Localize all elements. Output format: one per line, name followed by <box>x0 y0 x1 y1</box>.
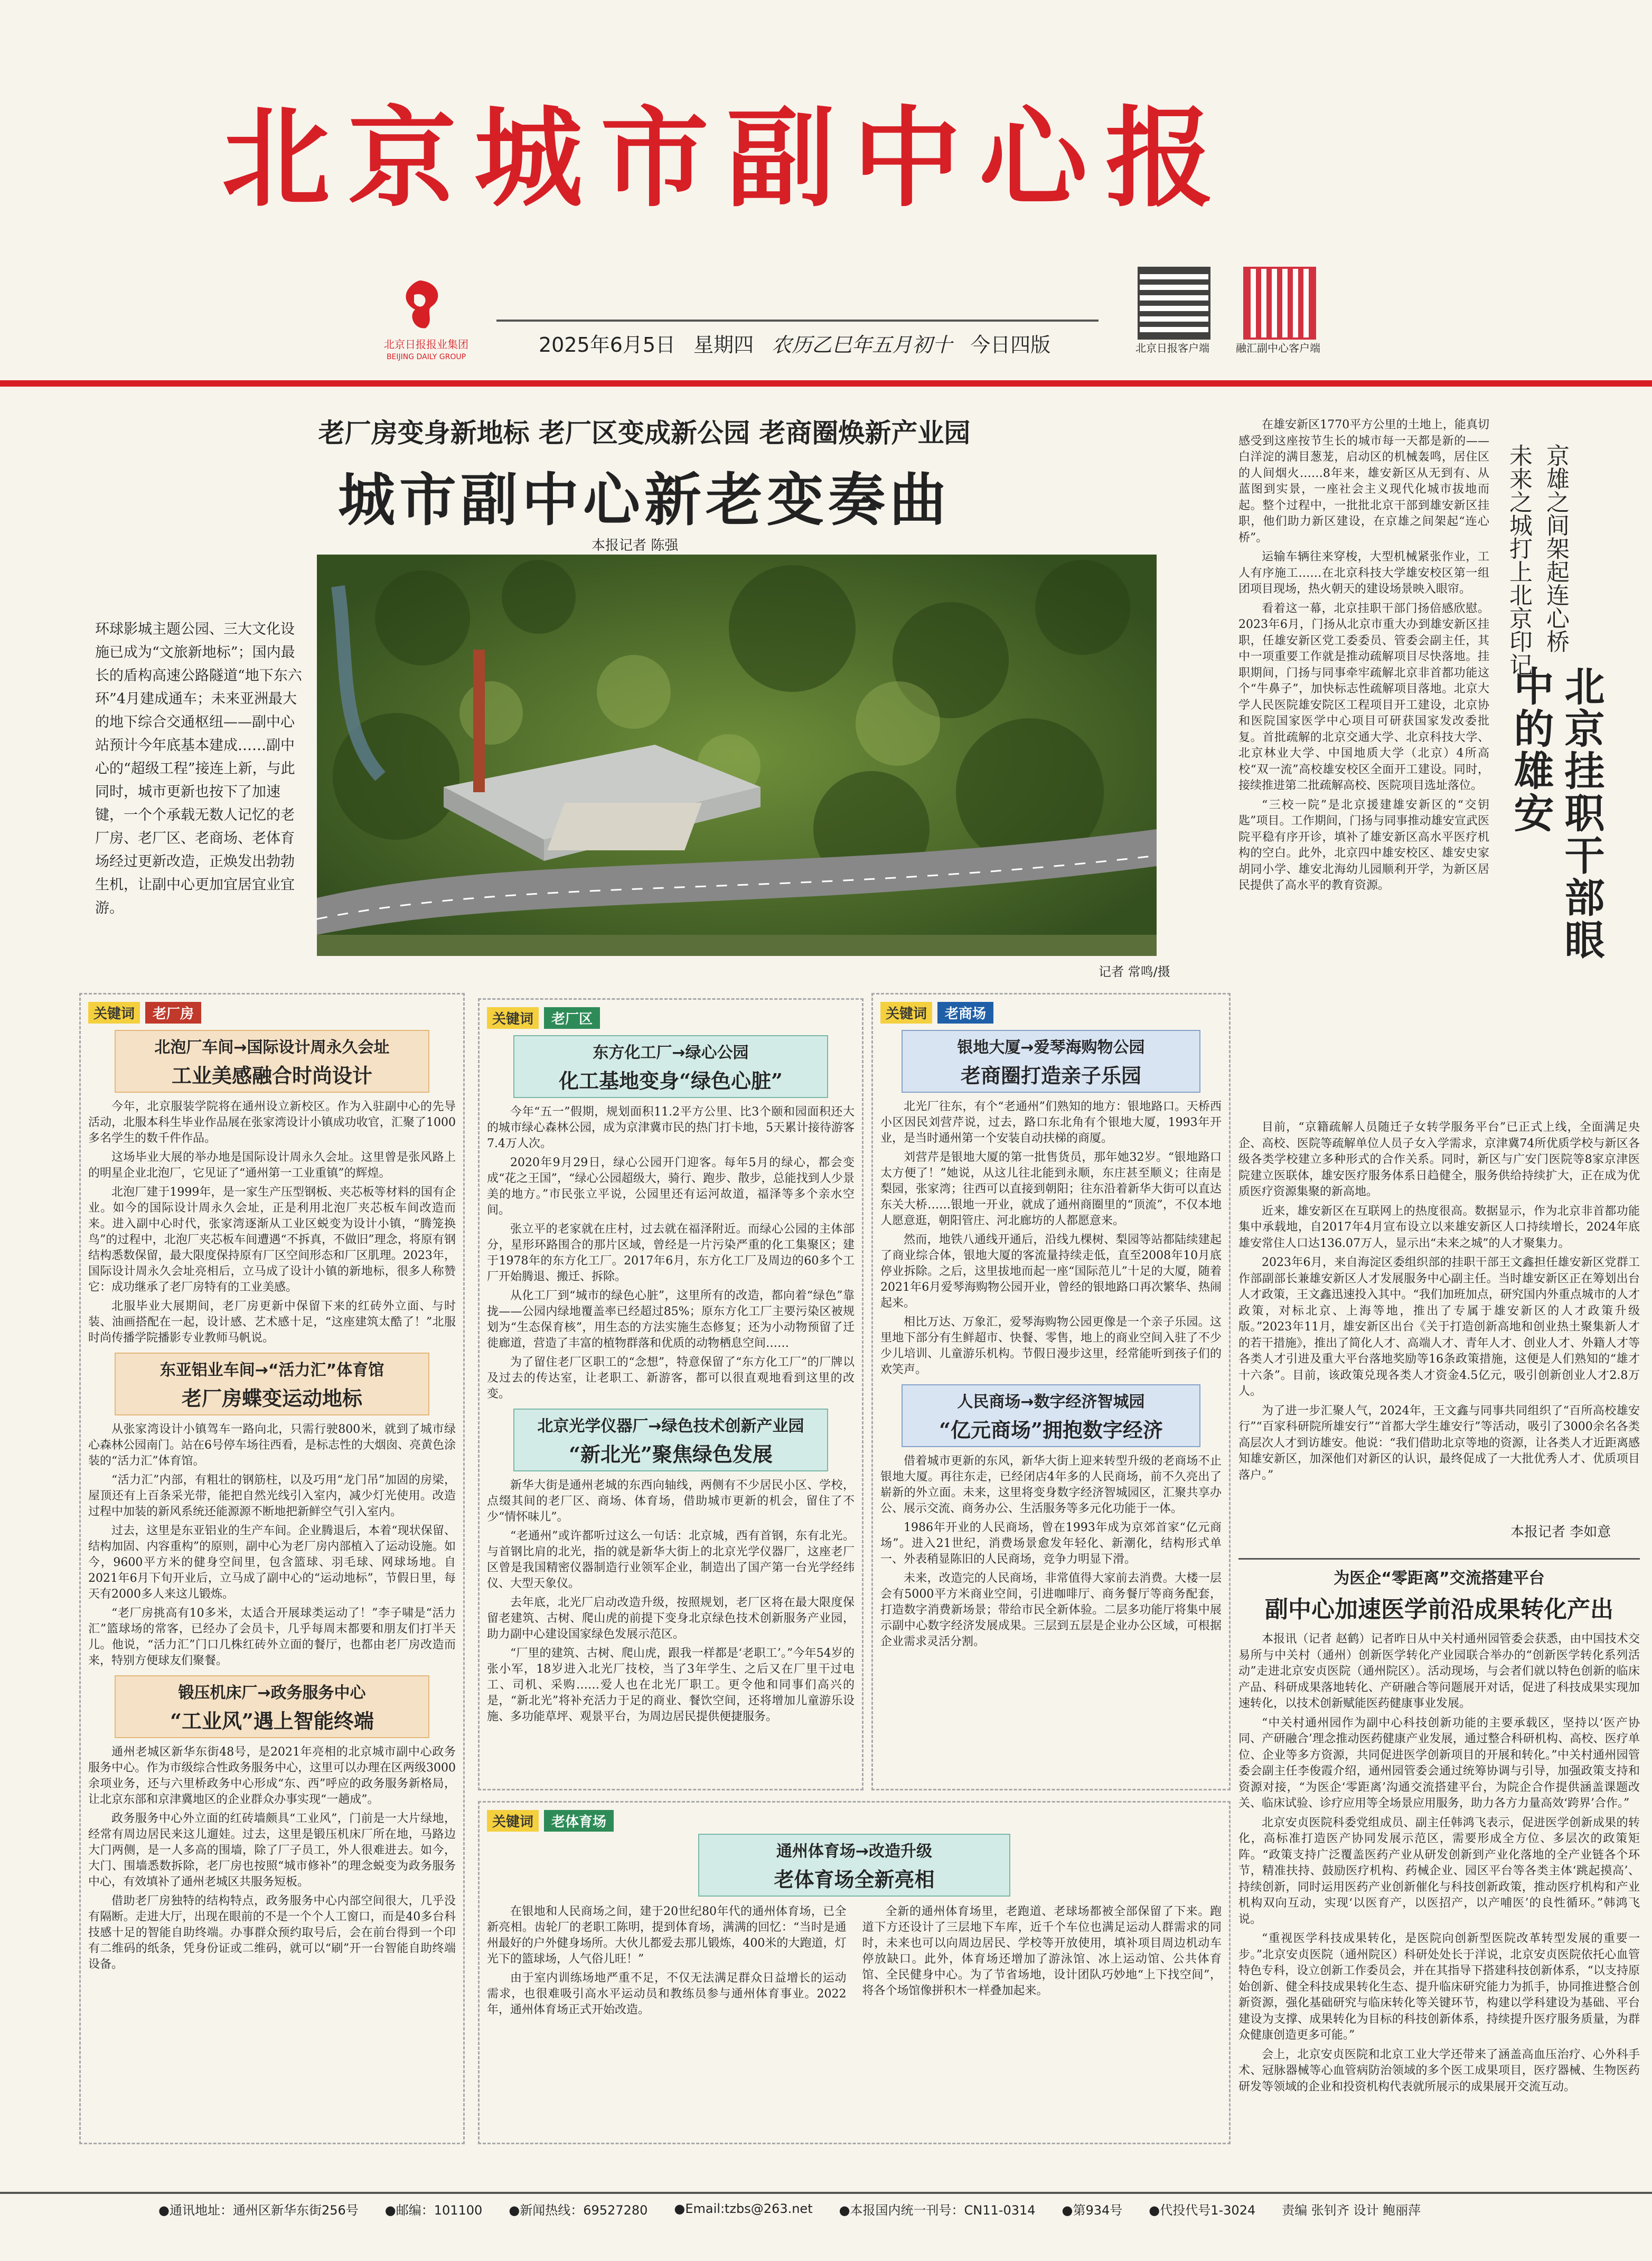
lunar-date: 农历乙巳年五月初十 <box>772 333 953 356</box>
dateline <box>496 320 1099 364</box>
masthead-divider <box>0 380 1652 387</box>
footer-mail-code: ●代投代号1-3024 <box>1149 2202 1256 2218</box>
page-count: 今日四版 <box>970 333 1051 356</box>
group-logo <box>391 275 449 333</box>
tag-keyword: 关键词 <box>487 1007 539 1029</box>
medical-headline: 副中心加速医学前沿成果转化产出 <box>1265 1596 1613 1623</box>
tag-old-zone: 老厂区 <box>544 1007 600 1029</box>
lead-kicker: 老厂房变身新地标 老厂区变成新公园 老商圈焕新产业园 <box>318 418 971 448</box>
xiongan-subtitle-b: 未来之城打上北京印记 <box>1505 444 1532 676</box>
tag-old-mall: 老商场 <box>937 1002 993 1024</box>
xiongan-byline: 本报记者 李如意 <box>1510 1524 1611 1540</box>
footer-postcode: ●邮编：101100 <box>384 2202 483 2218</box>
tag-keyword: 关键词 <box>487 1810 539 1832</box>
qr-tongzhou-app[interactable]: 融汇副中心客户端 <box>1231 267 1326 355</box>
tag-old-factory: 老厂房 <box>145 1002 201 1024</box>
lead-headline: 城市副中心新老变奏曲 <box>337 467 951 533</box>
lead-aerial-photo <box>317 555 1157 956</box>
lead-photo-credit: 记者 常鸣/摄 <box>1099 964 1170 979</box>
tag-keyword: 关键词 <box>880 1002 932 1024</box>
footer-editors: 责编 张钊齐 设计 鲍丽萍 <box>1282 2202 1421 2218</box>
xiongan-article-body: 在雄安新区1770平方公里的土地上，能真切感受到这座按节生长的城市每一天都是新的——白洋淀的满目葱茏，启动区的机械轰鸣，居住区的人间烟火……8年来，雄安新区从无到有、从蓝图到实景，一座社会主义现代化城市拔地而起。整个过程中，一批批北京干部到雄安新区挂职，他们助力新区建设，在京雄之间架起“连心桥”。 运输车辆往来穿梭，大型机械紧张作业，工人有序施工……在北京科技大学雄安校区第一组团项目现场，热火朝天的建设场景映入眼帘。 看着这一幕，北京挂职干部门扬倍感欣慰。2023年6月，门扬从北京市重大办到雄安新区挂职，任雄安新区党工委委员、管委会副主任，其中一项重要工作就是推动疏解项目尽快落地。挂职期间，门扬与同事牵牢疏解北京非首都功能这个“牛鼻子”，加快标志性疏解项目落地。北京大学人民医院雄安院区工程项目开工建设，北京协和医院国家医学中心项目可研获国家发改委批复。首批疏解的北京交通大学、北京科技大学、北京林业大学、中国地质大学（北京）4所高校“双一流”高校雄安校区全面开工建设。同时，接续推进第二批疏解高校、医院项目选址落位。 “三校一院”是北京援建雄安新区的“交钥匙”项目。工作期间，门扬与同事推动雄安宣武医院平稳有序开诊，填补了雄安新区高水平医疗机构的空白。此外，北京四中雄安校区、雄安史家胡同小学、雄安北海幼儿园顺利开学，为新区居民提供了高水平的教育资源。 <box>1238 418 1489 892</box>
xiongan-headline: 北京挂职干部眼中的雄安 <box>1507 665 1605 961</box>
medical-kicker: 为医企“零距离”交流搭建平台 <box>1334 1569 1545 1588</box>
qr-code-icon <box>1243 267 1316 340</box>
page-footer <box>0 2192 1652 2224</box>
qr-codes <box>1125 267 1326 355</box>
footer-cn: ●本报国内统一刊号：CN11-0314 <box>839 2202 1036 2218</box>
group-logo-text: 北京日报报业集团 BEIJING DAILY GROUP <box>384 338 468 361</box>
tag-keyword: 关键词 <box>88 1002 140 1024</box>
lead-byline: 本报记者 陈强 <box>592 538 679 553</box>
qr-code-icon <box>1138 267 1210 340</box>
issue-date: 2025年6月5日 <box>539 333 676 356</box>
box-old-factory: 关键词 老厂房 北泡厂车间→国际设计周永久会址 工业美感融合时尚设计 今年，北京服装学院将在通州设立新校区。作为入驻副中心的先导活动，北服本科生毕业作品展在张家湾设计小镇成功收官，汇聚了1000多名学生的数千件作品。 这场毕业大展的举办地是国际设计周永久会址。这里曾是张风路上的明星企业北泡厂，它见证了“通州第一工业重镇”的辉煌。 北泡厂建于1999年，是一家生产压型钢板、夹芯板等材料的国有企业。如今的国际设计周永久会址，正是利用北泡厂夹芯板车间改造而来。进入副中心时代，张家湾逐渐从工业区蜕变为设计小镇，“腾笼换鸟”的过程中，北泡厂夹芯板车间遭遇“不拆真，不做旧”理念，将原有钢结构悉数保留，最大限度保持原有厂区空间形态和厂区肌理。2023年，国际设计周永久会址亮相后，立马成了设计小镇的新地标，很多人称赞它：成功继承了老厂房特有的工业美感。 北服毕业大展期间，老厂房更新中保留下来的红砖外立面、与时装、油画搭配在一起，设计感、艺术感十足，“这座建筑太酷了！”北服时尚传播学院播影专业教师马帆说。 东亚铝业车间→“活力汇”体育馆 老厂房蝶变运动地标 从张家湾设计小镇驾车一路向北，只需行驶800米，就到了城市绿心森林公园南门。站在6号停车场往西看，是标志性的大烟囱、亮黄色涂装的“活力汇”体育馆。 “活力汇”内部，有粗壮的钢筋柱，以及巧用“龙门吊”加固的房梁，屋顶还有上百条采光带，能把自然光线引入室内，减少灯光使用。改造过程中加装的新风系统还能源源不断地把新鲜空气引入室内。 过去，这里是东亚铝业的生产车间。企业腾退后，本着“现状保留、结构加固、内容重构”的原则，副中心为老厂房内部植入了运动设施。如今，9600平方米的健身空间里，包含篮球、羽毛球、网球场地。自2021年6月下旬开业后，立马成了副中心的“运动地标”，节假日里，每天有2000多人来这儿锻炼。 “老厂房挑高有10多米，太适合开展球类运动了！”李子啸是“活力汇”篮球场的常客，已经办了会员卡，几乎每周末都要和朋友们打半天儿。他说，“活力汇”门口几株红砖外立面的餐厅，也都由老厂房改造而来，特别方便球友们聚餐。 锻压机床厂→政务服务中心 “工业风”遇上智能终端 通州老城区新华东街48号，是2021年亮相的北京城市副中心政务服务中心。作为市级综合性政务服务中心，这里可以办理在区两级3000余项业务，还与六里桥政务中心形成“东、西”呼应的政务服务新格局，让北京东部和京津冀地区的企业群众办事实现“一趟成”。 政务服务中心外立面的红砖墙颇具“工业风”，门前是一大片绿地，经常有周边居民来这儿遛娃。过去，这里是锻压机床厂所在地，马路边大门两侧，是一人多高的围墙，除了厂子员工，外人很难进去。如今，大门、围墙悉数拆除，老厂房也按照“城市修补”的理念蜕变为政务服务中心，有效填补了通州老城区共服务短板。 借助老厂房独特的结构特点，政务服务中心内部空间很大，几乎没有隔断。走进大厅，出现在眼前的不是一个个人工窗口，而是40多台科技感十足的智能自助终端。办事群众预约取号后，会在前台得到一个印有二维码的纸条，凭身份证或二维码，就可以“刷”开一台智能自助终端设备。 <box>79 993 465 2144</box>
footer-email: ●Email:tzbs@263.net <box>674 2201 813 2216</box>
tag-old-stadium: 老体育场 <box>544 1810 614 1832</box>
issue-weekday: 星期四 <box>693 333 754 356</box>
stadium-headline: 老体育场全新亮相 <box>774 1868 935 1891</box>
box-old-mall: 关键词 老商场 银地大厦→爱琴海购物公园 老商圈打造亲子乐园 北光厂往东，有个“老通州”们熟知的地方：银地路口。天桥西小区因民刘营芹说，过去，路口东北角有个银地大厦，1993年开业，是当时通州第一个安装自动扶梯的商厦。 刘营芹是银地大厦的第一批售货员，那年她32岁。“银地路口太方便了！”她说，从这儿往北能到永顺，东庄甚至顺义；往南是梨园，张家湾；往西可以直接到朝阳；往东沿着新华大街可以直达东关大桥……银地一开业，就成了通州商圈里的“顶流”，不仅本地人愿意逛，朝阳管庄、河北廊坊的人都愿意来。 然而，地铁八通线开通后，沿线九棵树、梨园等站都陆续建起了商业综合体，银地大厦的客流量持续走低，直至2008年10月底停业拆除。之后，这里拔地而起一座“国际范儿”十足的大厦，随着2021年6月爱琴海购物公园开业，曾经的银地路口再次繁华、热闹起来。 相比万达、万象汇，爱琴海购物公园更像是一个亲子乐园。这里地下部分有生鲜超市、快餐、零售，地上的商业空间入驻了不少少儿培训、儿童游乐机构。节假日漫步这里，经常能听到孩子们的欢笑声。 人民商场→数字经济智城园 “亿元商场”拥抱数字经济 借着城市更新的东风，新华大街上迎来转型升级的老商场不止银地大厦。再往东走，已经闭店4年多的人民商场，前不久亮出了崭新的外立面。未来，这里将变身数字经济智城园区，汇聚共享办公、展示交流、商务办公、生活服务等多元化功能于一体。 1986年开业的人民商场，曾在1993年成为京郊首家“亿元商场”。进入21世纪，消费场景愈发年轻化、新潮化，结构形式单一、外表稍显陈旧的人民商场，竞争力明显下滑。 未来，改造完的人民商场，非常值得大家前去消费。大楼一层会有5000平方米商业空间，引进咖啡厅、商务餐厅等商务配套，打造数字消费新场景；带给市民全新体验。二层多功能厅将集中展示副中心数字经济发展成果。三层到五层是企业办公区域，可根据企业需求灵活分割。 <box>871 993 1231 1790</box>
box-old-stadium: 关键词 老体育场 通州体育场→改造升级 老体育场全新亮相 在银地和人民商场之间，建于20世纪80年代的通州体育场，已全新亮相。齿轮厂的老职工陈明，提到体育场，满满的回忆：“当时是通州最好的户外健身场所。大伙儿都爱去那儿锻炼，400米的大跑道，灯光下的篮球场，人气俗儿旺！” 由于室内训练场地严重不足，不仅无法满足群众日益增长的运动需求，也很难吸引高水平运动员和教练员参与通州体育事业。2022年，通州体育场正式开始改造。 全新的通州体育场里，老跑道、老球场都被全部保留了下来。跑道下方还设计了三层地下车库，近千个车位也满足运动人群需求的同时，未来也可以向周边居民、学校等开放使用，填补项目周边机动车停放缺口。此外，体育场还增加了游泳馆、冰上运动馆、公共体育馆、全民健身中心。为了节省场地，设计团队巧妙地“上下找空间”，将各个场馆像拼积木一样叠加起来。 <box>478 1801 1231 2144</box>
xiongan-subtitle-a: 京雄之间架起连心桥 <box>1542 444 1569 653</box>
lead-intro: 环球影城主题公园、三大文化设施已成为“文旅新地标”；国内最长的盾构高速公路隧道“地下东六环”4月建成通车；未来亚洲最大的地下综合交通枢纽——副中心站预计今年底基本建成……副中心的“超级工程”接连上新，与此同时，城市更新也按下了加速键，一个个承载无数人记忆的老厂房、老厂区、老商场、老体育场经过更新改造，正焕发出勃勃生机，让副中心更加宜居宜业宜游。 <box>95 621 302 916</box>
qr-beijing-daily[interactable]: 北京日报客户端 <box>1125 267 1220 355</box>
footer-hotline: ●新闻热线：69527280 <box>509 2202 648 2218</box>
footer-address: ●通讯地址：通州区新华东街256号 <box>158 2202 359 2218</box>
xiongan-article-body-2: 目前，“京籍疏解人员随迁子女转学服务平台”已正式上线，全面满足央企、高校、医院等疏解单位人员子女入学需求，京津冀74所优质学校与新区各级各类学校建立多种形式的合作关系。同时，新区与广安门医院等8家京津医院建立医联体，雄安医疗服务体系日趋健全，服务供给持续扩大，正在成为优质医疗资源集聚的新高地。 近来，雄安新区在互联网上的热度很高。数据显示，作为北京非首都功能集中承载地，自2017年4月宣布设立以来雄安新区人口持续增长，2024年底雄安常住人口达136.07万人，显示出“未来之城”的人才聚集力。 2023年6月，来自海淀区委组织部的挂职干部王文鑫担任雄安新区党群工作部副部长兼雄安新区人才发展服务中心副主任。当时雄安新区正在筹划出台人才政策，王文鑫迅速投入其中。“我们加班加点，研究国内外重点城市的人才政策，对标北京、上海等地，推出了专属于雄安新区的人才政策升级版。”2023年11月，雄安新区出台《关于打造创新高地和创业热土聚集新人才的若干措施》，推出了简化人才、高端人才、青年人才、创业人才、外籍人才等各类人才引进及重大平台落地奖励等16条政策措施，这便是人们熟知的“雄才十六条”。目前，该政策兑现各类人才资金4.5亿元，吸引创新创业人才2.8万人。 为了进一步汇聚人气，2024年，王文鑫与同事共同组织了“百所高校雄安行”“百家科研院所雄安行”“首都大学生雄安行”等活动，吸引了3000余名各类高层次人才到访雄安。他说：“我们借助北京等地的资源，让各类人才近距离感知雄安新区，加深他们对新区的认识，最终促成了一大批优秀人才、优质项目落户。” <box>1238 1121 1640 1482</box>
box-old-zone: 关键词 老厂区 东方化工厂→绿心公园 化工基地变身“绿色心脏” 今年“五一”假期，规划面积11.2平方公里、比3个颐和园面积还大的城市绿心森林公园，成为京津冀市民的热门打卡地，5天累计接待游客7.4万人次。 2020年9月29日，绿心公园开门迎客。每年5月的绿心，都会变成“花之王国”，“绿心公园超级大，骑行、跑步、散步，总能找到人少景美的地方。”市民张立平说，公园里还有运河故道，福泽等多个亲水空间。 张立平的老家就在庄村，过去就在福泽附近。而绿心公园的主体部分，星形环路围合的那片区域，曾经是一片污染严重的化工集聚区；建于1978年的东方化工厂。2017年6月，东方化工厂及周边的60多个工厂开始腾退、搬迁、拆除。 从化工厂到“城市的绿色心脏”，这里所有的改造，都向着“绿色”靠拢——公园内绿地覆盖率已经超过85%；原东方化工厂主要污染区被规划为“生态保育核”，用生态的方法实施生态修复；还为小动物预留了迁徙廊道，营造了丰富的植物群落和优质的动物栖息空间…… 为了留住老厂区职工的“念想”，特意保留了“东方化工厂”的厂牌以及过去的传达室，让老职工、新游客，都可以很直观地看到这里的改变。 北京光学仪器厂→绿色技术创新产业园 “新北光”聚焦绿色发展 新华大街是通州老城的东西向轴线，两侧有不少居民小区、学校，点缀其间的老厂区、商场、体育场，借助城市更新的机会，留住了不少“情怀味儿”。 “老通州”或许都听过这么一句话：北京城，西有首钢，东有北光。与首钢比肩的北光，指的就是新华大街上的北京光学仪器厂，这座老厂区曾是我国精密仪器制造行业领军企业，制造出了国产第一台光学经纬仪、大型天象仪。 去年底，北光厂启动改造升级，按照规划，老厂区将在最大限度保留老建筑、古树、爬山虎的前提下变身北京绿色技术创新服务产业园，助力副中心建设国家绿色发展示范区。 “厂里的建筑、古树、爬山虎，跟我一样都是‘老职工’。”今年54岁的张小军，18岁进入北光厂技校，当了3年学生、之后又在厂里干过电工、司机、采购……爱人也在北光厂职工。更令他和同事们高兴的是，“新北光”将补充活力于足的商业、餐饮空间，还将增加儿童游乐设施、多功能草坪、观景平台，为周边居民提供便捷服务。 <box>478 998 863 1790</box>
medical-article: 为医企“零距离”交流搭建平台 副中心加速医学前沿成果转化产出 本报讯（记者 赵鹤）记者昨日从中关村通州园管委会获悉，由中国技术交易所与中关村（通州）创新医学转化产业园联合举办的“创新医学转化系列活动”走进北京安贞医院（通州院区）。活动现场，与会者们就以特色创新的临床产品、科研成果落地转化、产研融合等问题展开对话，促进了科技成果实现加速转化，以技术创新赋能医药健康事业发展。 “中关村通州园作为副中心科技创新功能的主要承载区，坚持以‘医产协同、产研融合’理念推动医药健康产业发展，通过整合科研机构、高校、医疗单位、企业等多方资源，共同促进医学创新项目的开展和转化。”中关村通州园管委会副主任李俊霞介绍，通州园管委会通过统筹协调与引导，加强政策支持和资源对接，“为医企‘零距离’沟通交流搭建平台，为院企合作提供涵盖课题改关、临床试验、诊疗应用等全场景应用服务，助力各方力量高效‘跨界’合作。” 北京安贞医院科委党组成员、副主任韩鸿飞表示，促进医学创新成果的转化，高标准打造医产协同发展示范区，需要形成全方位、多层次的政策矩阵。“政策支持广泛覆盖医药产业从研发创新到产业化落地的全产业链各个环节，精准扶持、鼓励医疗机构、药械企业、园区平台等各类主体‘跳起摸高’、持续创新，同时运用医药产业创新催化与科技创新政策，推动医疗机构和产业机构双向互动，实现‘以医育产，以医招产，以产哺医’的良性循环。”韩鸿飞说。 “重视医学科技成果转化，是医院向创新型医院改革转型发展的重要一步。”北京安贞医院（通州院区）科研处处长于洋说，北京安贞医院依托心血管特色专科，设立创新工作委员会，并在其指导下搭建科技创新体系，“以支持原始创新、健全科技成果转化生态、提升临床研究能力为抓手，协同推进整合创新资源，强化基础研究与临床转化等关键环节，构建以学科建设为基础、平台建设为支撑、成果转化为目标的科技创新体系，持续提升医疗服务质量，为群众健康创造更多可能。” 会上，北京安贞医院和北京工业大学还带来了涵盖高血压治疗、心外科手术、冠脉器械等心血管病防治领域的多个医工成果项目，医疗器械、生物医药研发等领域的企业和投资机构代表就所展示的成果展开交流互动。 <box>1238 1558 1640 2098</box>
masthead-title: 北京城市副中心报 <box>222 95 1232 222</box>
stadium-kicker: 通州体育场→改造升级 <box>776 1842 933 1861</box>
footer-issue: ●第934号 <box>1062 2202 1123 2218</box>
